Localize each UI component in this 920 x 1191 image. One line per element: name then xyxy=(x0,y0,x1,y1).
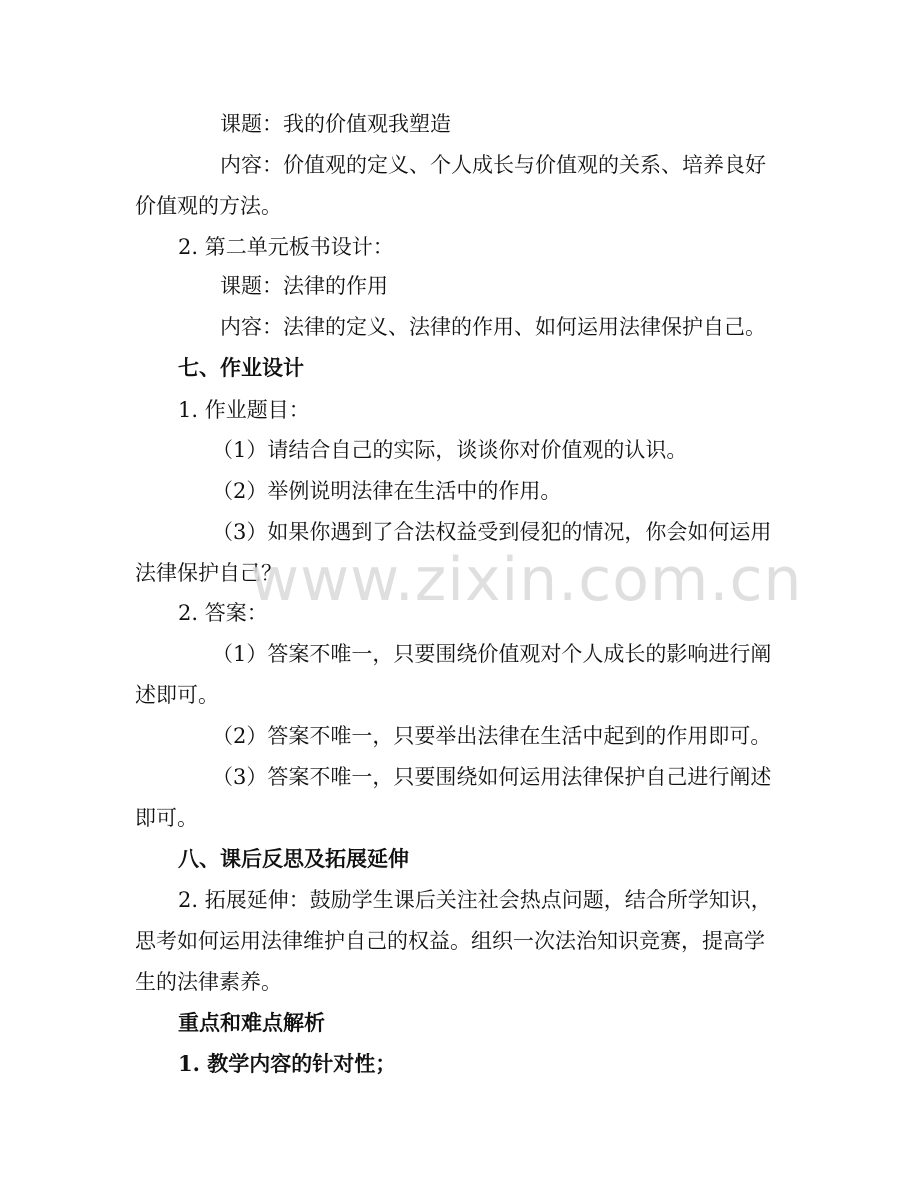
text-line: （3）答案不唯一，只要围绕如何运用法律保护自己进行阐述 xyxy=(212,765,772,789)
section-heading: 重点和难点解析 xyxy=(178,1010,325,1035)
text-line: （2）举例说明法律在生活中的作用。 xyxy=(212,479,562,503)
text-line: 内容：价值观的定义、个人成长与价值观的关系、培养良好 xyxy=(220,153,766,177)
text-line: 2. 拓展延伸：鼓励学生课后关注社会热点问题，结合所学知识， xyxy=(178,888,772,912)
text-line: 法律保护自己？ xyxy=(135,561,282,585)
list-item-heading: 1. 作业题目： xyxy=(178,398,310,422)
text-line: 内容：法律的定义、法律的作用、如何运用法律保护自己。 xyxy=(220,315,766,339)
text-line: 课题：我的价值观我塑造 xyxy=(220,112,451,136)
watermark: www.zixin.com.cn xyxy=(250,545,803,615)
text-line: 述即可。 xyxy=(135,683,219,707)
text-line: 即可。 xyxy=(135,806,198,830)
section-heading: 1. 教学内容的针对性； xyxy=(178,1051,397,1076)
text-line: （3）如果你遇到了合法权益受到侵犯的情况，你会如何运用 xyxy=(212,520,772,544)
text-line: （1）请结合自己的实际，谈谈你对价值观的认识。 xyxy=(212,438,688,462)
text-line: 生的法律素养。 xyxy=(135,970,282,994)
list-item-heading: 2. 第二单元板书设计： xyxy=(178,235,394,259)
text-line: 价值观的方法。 xyxy=(135,194,282,218)
text-line: （1）答案不唯一，只要围绕价值观对个人成长的影响进行阐 xyxy=(212,642,772,666)
text-line: 思考如何运用法律维护自己的权益。组织一次法治知识竞赛，提高学 xyxy=(135,929,765,953)
text-line: （2）答案不唯一，只要举出法律在生活中起到的作用即可。 xyxy=(212,724,772,748)
section-heading: 七、作业设计 xyxy=(178,355,304,380)
list-item-heading: 2. 答案： xyxy=(178,601,268,625)
section-heading: 八、课后反思及拓展延伸 xyxy=(178,846,409,871)
text-line: 课题：法律的作用 xyxy=(220,274,388,298)
